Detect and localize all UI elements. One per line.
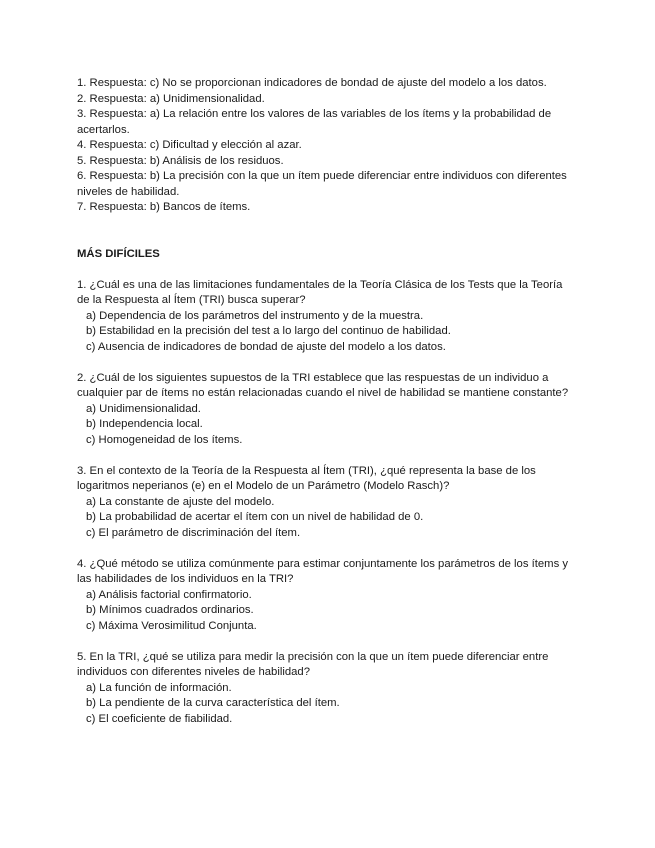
document-content — [77, 76, 577, 727]
question-block — [77, 278, 577, 356]
answer-line: 7. Respuesta: b) Bancos de ítems. — [77, 201, 251, 213]
question-block — [77, 371, 577, 449]
question-option: c) El coeficiente de fiabilidad. — [86, 712, 233, 725]
question-option: a) La función de información. — [86, 681, 232, 694]
question-text: 4. ¿Qué método se utiliza comúnmente para estimar conjuntamente los parámetros de los ítems y las habilidades de los individuos en la TRI? — [77, 557, 569, 585]
answer-line: 5. Respuesta: b) Análisis de los residuos. — [77, 154, 284, 167]
answer-line: 6. Respuesta: b) La precisión con la que un ítem puede diferenciar entre individuos con diferentes niveles de habilidad. — [77, 170, 567, 198]
question-text: 1. ¿Cuál es una de las limitaciones fundamentales de la Teoría Clásica de los Tests que la Teoría de la Respuesta al Ítem (TRI) busca superar? — [77, 278, 563, 306]
answer-line: 2. Respuesta: a) Unidimensionalidad. — [77, 92, 265, 105]
answer-line: 4. Respuesta: c) Dificultad y elección al azar. — [77, 139, 302, 151]
section-title: MÁS DIFÍCILES — [77, 247, 160, 260]
question-option: c) El parámetro de discriminación del ítem. — [86, 526, 301, 539]
question-option: c) Ausencia de indicadores de bondad de ajuste del modelo a los datos. — [86, 340, 446, 353]
question-option: b) Independencia local. — [86, 418, 203, 430]
question-option: a) La constante de ajuste del modelo. — [86, 495, 275, 508]
question-option: b) Estabilidad en la precisión del test a lo largo del continuo de habilidad. — [86, 325, 451, 337]
question-block — [77, 650, 577, 728]
answer-key — [77, 76, 577, 216]
question-option: c) Homogeneidad de los ítems. — [86, 433, 243, 446]
question-text: 5. En la TRI, ¿qué se utiliza para medir la precisión con la que un ítem puede diferenciar entre individuos con diferentes niveles de habilidad? — [77, 650, 549, 678]
question-option: c) Máxima Verosimilitud Conjunta. — [86, 619, 257, 632]
answer-line: 3. Respuesta: a) La relación entre los valores de las variables de los ítems y la probabilidad de acertarlos. — [77, 108, 552, 136]
question-option: a) Dependencia de los parámetros del instrumento y de la muestra. — [86, 309, 424, 322]
question-option: b) La pendiente de la curva característica del ítem. — [86, 697, 340, 709]
question-option: b) Mínimos cuadrados ordinarios. — [86, 604, 254, 616]
answer-line: 1. Respuesta: c) No se proporcionan indicadores de bondad de ajuste del modelo a los datos. — [77, 77, 547, 89]
question-block — [77, 557, 577, 635]
question-text: 3. En el contexto de la Teoría de la Respuesta al Ítem (TRI), ¿qué representa la base de los logaritmos neperianos (e) en el Modelo de un Parámetro (Modelo Rasch)? — [77, 464, 536, 492]
question-block — [77, 464, 577, 542]
question-option: a) Análisis factorial confirmatorio. — [86, 588, 252, 601]
question-option: b) La probabilidad de acertar el ítem con un nivel de habilidad de 0. — [86, 511, 424, 523]
question-text: 2. ¿Cuál de los siguientes supuestos de la TRI establece que las respuestas de un individuo a cualquier par de ítems no están relacionadas cuando el nivel de habilidad se mantiene constante? — [77, 371, 569, 399]
question-option: a) Unidimensionalidad. — [86, 402, 201, 415]
